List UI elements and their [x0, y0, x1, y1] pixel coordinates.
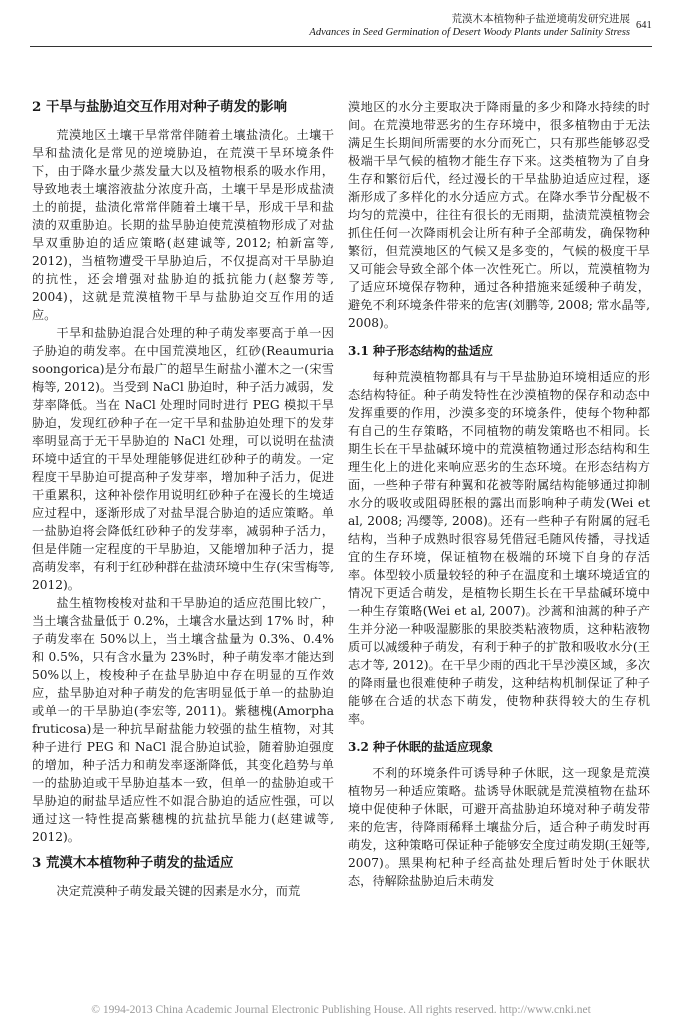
subsection-3-1-heading: 3.1 种子形态结构的盐适应 — [348, 344, 494, 358]
paragraph: 盐生植物梭梭对盐和干旱胁迫的适应范围比较广，当土壤含盐量低于 0.2%，土壤含水量达到 17% 时，种子萌发率在 50%以上，当土壤含盐量为 0.3%、0.4%和 0.5%，只有含水量为 23%时，种子萌发率才能达到 50%以上，梭梭种子在盐旱胁迫中存在明显的互作效应，盐旱胁迫对种子萌发的危害明显低于单一的盐胁迫或单一的干旱胁迫(李宏等, 2011)。紫穗槐(Amorpha fruticosa)是一种抗旱耐盐能力较强的盐生植物，对其种子进行 PEG 和 NaCl 混合胁迫试验，随着胁迫强度的增加，种子活力和萌发率逐渐降低，其变化趋势与单一的盐胁迫或干旱胁迫基本一致，但单一的盐胁迫或干旱胁迫的耐盐旱适应性不如混合胁迫的适应性强，可以通过这一特性提高紫穗槐的抗盐抗旱能力(赵建诚等, 2012)。 — [32, 596, 334, 844]
subsection-3-2-heading: 3.2 种子休眠的盐适应现象 — [348, 740, 494, 754]
paragraph: 每种荒漠植物都具有与干旱盐胁迫环境相适应的形态结构特征。种子萌发特性在沙漠植物的保存和动态中发挥重要的作用，沙漠多变的环境条件，使每个物种都有自己的生存策略，不同植物的萌发策略也不相同。长期生长在干旱盐碱环境中的荒漠植物通过形态结构和生理生化上的进化来响应恶劣的生态环境。在形态结构方面，一些种子带有种翼和花被等附属结构能够通过抑制水分的吸收或阻碍胚根的露出而影响种子萌发(Wei et al, 2008; 冯缨等, 2008)。还有一些种子有附属的冠毛结构，当种子成熟时很容易凭借冠毛随风传播，寻找适宜的生存环境，保证植物在极端的环境下自身的存活率。体型较小质量较轻的种子在温度和土壤环境适宜的情况下更适合萌发，是植物长期生长在干旱盐碱环境中一种生存策略(Wei et al, 2007)。沙蒿和油蒿的种子产生并分泌一种吸湿膨胀的果胶类粘液物质，这种粘液物质可以减缓种子萌发，有利于种子的扩散和吸收水分(王志才等, 2012)。在干旱少雨的西北干旱沙漠区域，多次的降雨量也很难使种子萌发，这种结构机制保证了种子能够在合适的状态下萌发，使物种获得较大的生存机率。 — [348, 370, 650, 726]
left-column — [32, 98, 334, 900]
paragraph: 干旱和盐胁迫混合处理的种子萌发率要高于单一因子胁迫的萌发率。在中国荒漠地区，红砂(Reaumuria soongorica)是分布最广的超旱生耐盐小灌木之一(宋雪梅等, 2012)。当受到 NaCl 胁迫时，种子活力减弱，发芽率降低。当在 NaCl 处理时同时进行 PEG 模拟干旱胁迫，发现红砂种子在一定干旱和盐胁迫处理下的发芽率明显高于无干旱胁迫的 NaCl 处理，可以说明在盐渍环境中适宜的干旱处理能够促进红砂种子的萌发。一定程度干旱胁迫可提高种子发芽率，增加种子活力，促进干重累积，这种补偿作用说明红砂种子在漫长的生境适应过程中，逐渐形成了对盐旱混合胁迫的适应策略。单一盐胁迫将会降低红砂种子的发芽率，减弱种子活力，但是伴随一定程度的干旱胁迫，又能增加种子活力，提高萌发率，有利于红砂种群在盐渍环境中生存(宋雪梅等, 2012)。 — [32, 326, 334, 592]
page-number: 641 — [636, 20, 652, 31]
paragraph: 荒漠地区土壤干旱常常伴随着土壤盐渍化。土壤干旱和盐渍化是常见的逆境胁迫，在荒漠干旱环境条件下，由于降水量少蒸发量大以及植物根系的吸水作用，导致地表土壤溶液盐分浓度升高，土壤干旱是形成盐渍土的前提，盐渍化常常伴随着土壤干旱，形成干旱和盐渍的双重胁迫。长期的盐旱胁迫使荒漠植物形成了对盐旱双重胁迫的适应策略(赵建诚等, 2012; 柏新富等, 2012)，当植物遭受干旱胁迫后，不仅提高对干旱胁迫的抗性，还会增强对盐胁迫的抵抗能力(赵黎芳等, 2004)，这就是荒漠植物干旱与盐胁迫交互作用的适应。 — [32, 128, 334, 322]
section-2-heading: 2 干旱与盐胁迫交互作用对种子萌发的影响 — [32, 99, 288, 115]
section-3-heading: 3 荒漠木本植物种子萌发的盐适应 — [32, 855, 234, 871]
right-column — [348, 98, 650, 890]
paragraph: 决定荒漠种子萌发最关键的因素是水分，而荒 — [56, 884, 301, 898]
paragraph-continued: 漠地区的水分主要取决于降雨量的多少和降水持续的时间。在荒漠地带恶劣的生存环境中，很多植物由于无法满足生长期间所需要的水分而死亡，只有那些能够忍受极端干旱气候的植物才能生存下来。这类植物为了自身生存和繁衍后代，经过漫长的干旱盐胁迫适应过程，逐渐形成了多样化的水分适应方式。在降水季节分配极不均匀的荒漠中，往往有很长的无雨期，盐渍荒漠植物会抓住任何一次降雨机会让所有种子全部萌发，确保物种繁衍，但荒漠地区的气候又是多变的，气候的极度干旱又可能会导致全部个体一次性死亡。所以，荒漠植物为了适应环境保存物种，通过各种措施来延缓种子萌发，避免不利环境条件带来的危害(刘鹏等, 2008; 常水晶等, 2008)。 — [348, 100, 650, 330]
copyright-footer: © 1994-2013 China Academic Journal Electronic Publishing House. All rights reserved. http://www.cnki.net — [91, 1004, 591, 1016]
header-title-en: Advances in Seed Germination of Desert Woody Plants under Salinity Stress — [309, 27, 630, 38]
header-rule — [30, 46, 652, 47]
paragraph: 不利的环境条件可诱导种子休眠，这一现象是荒漠植物另一种适应策略。盐诱导休眠就是荒漠植物在盐环境中促使种子休眠，可避开高盐胁迫环境对种子萌发带来的危害，待降雨稀释土壤盐分后，适合种子萌发时再萌发，这种策略可保证种子能够安全度过萌发期(王娅等, 2007)。黑果枸杞种子经高盐处理后暂时处于休眠状态，待解除盐胁迫后未萌发 — [348, 766, 650, 888]
header-title-cn: 荒漠木本植物种子盐逆境萌发研究进展 — [451, 13, 630, 25]
running-header — [300, 12, 630, 40]
